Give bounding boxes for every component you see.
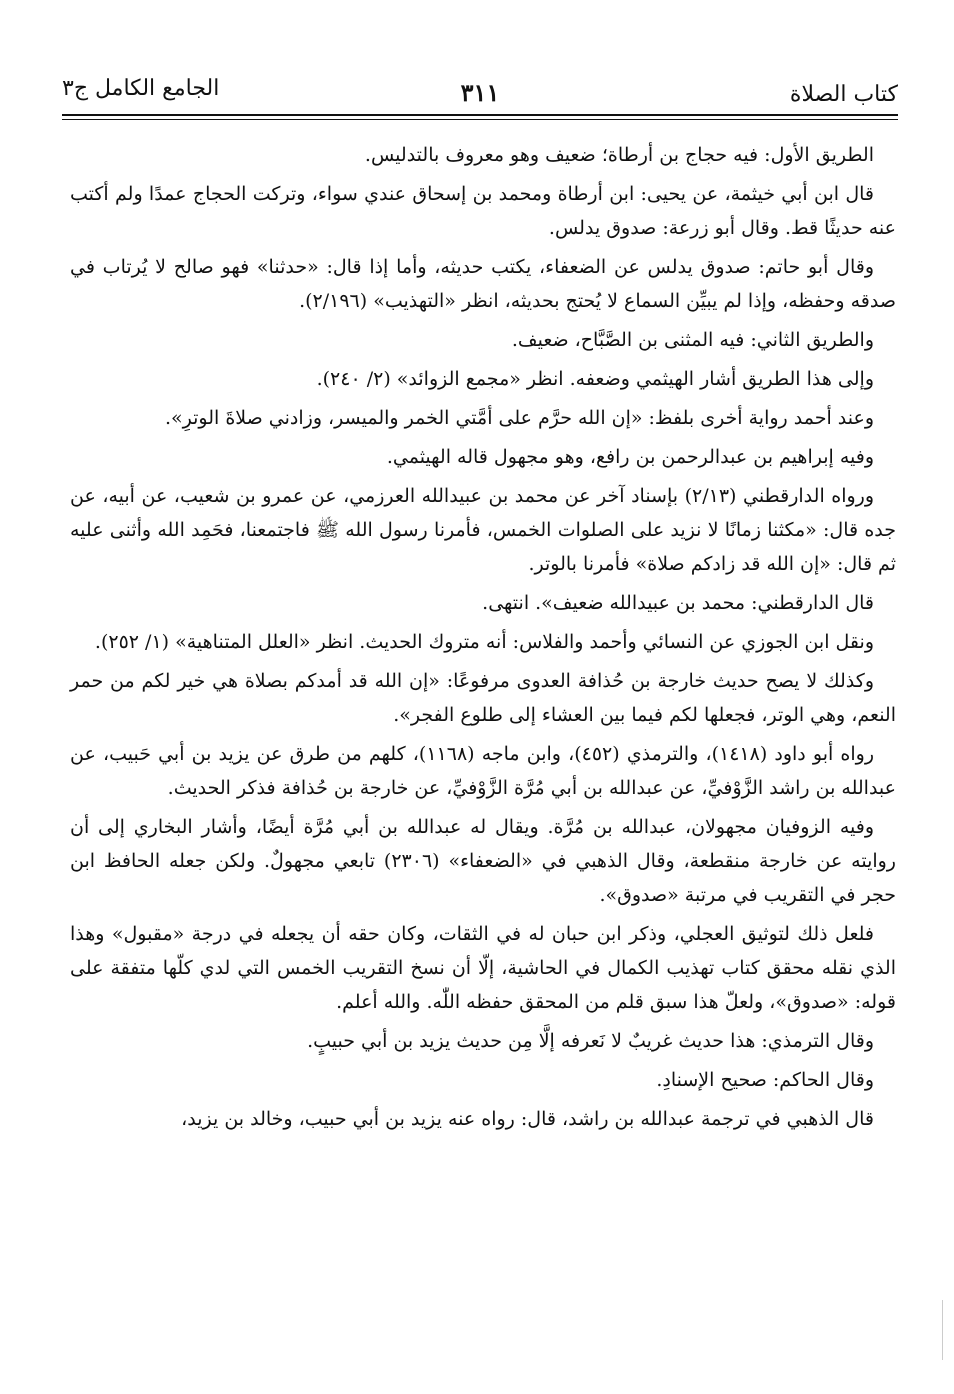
body-text [70,138,896,1141]
scan-edge-line [942,1300,943,1360]
paragraph: وقال الترمذي: هذا حديث غريبٌ لا نَعرفه إلَّا مِن حديث يزيد بن أبي حبيبٍ. [307,1030,874,1052]
header-rule-thick [62,114,898,116]
paragraph: فلعل ذلك لتوثيق العجلي، وذكر ابن حبان له في الثقات، وكان حقه أن يجعله في درجة «مقبول» وهذا الذي نقله محقق كتاب تهذيب الكمال في الحاشية، إلّا أن نسخ التقريب الخمس التي لدي كلّها متفقة على قوله: «صدوق»، ولعلّ هذا سبق قلم من المحقق حفظه اللّٰه. والله أعلم. [70,923,896,1013]
paragraph: وقال الحاكم: صحيح الإسنادِ. [656,1069,874,1091]
paragraph: قال الذهبي في ترجمة عبدالله بن راشد، قال: رواه عنه يزيد بن أبي حبيب، وخالد بن يزيد، [181,1108,874,1130]
chapter-title: كتاب الصلاة [789,82,898,107]
header-rule-thin [62,119,898,120]
paragraph: ونقل ابن الجوزي عن النسائي وأحمد والفلاس: أنه متروك الحديث. انظر «العلل المتناهية» (١/ ٢٥٢). [94,631,874,653]
paragraph: قال ابن أبي خيثمة، عن يحيى: ابن أرطاة ومحمد بن إسحاق عندي سواء، وتركت الحجاج عمدًا ولم أكتب عنه حديثًا قط. وقال أبو زرعة: صدوق يدلس. [70,183,896,239]
paragraph: وقال أبو حاتم: صدوق يدلس عن الضعفاء، يكتب حديثه، وأما إذا قال: «حدثنا» فهو صالح لا يُرتاب في صدقه وحفظه، وإذا لم يبيِّن السماع لا يُحتج بحديثه، انظر «التهذيب» (٢/١٩٦). [70,256,896,312]
paragraph: قال الدارقطني: محمد بن عبيدالله ضعيف». انتهى. [482,592,874,614]
paragraph: وإلى هذا الطريق أشار الهيثمي وضعفه. انظر «مجمع الزوائد» (٢/ ٢٤٠). [316,368,874,390]
paragraph: رواه أبو داود (١٤١٨)، والترمذي (٤٥٢)، وابن ماجه (١١٦٨)، كلهم من طرق عن يزيد بن أبي حَبيب، عن عبدالله بن راشد الزَّوْفيِّ، عن عبدالله بن أبي مُرَّة الزَّوْفيِّ، عن خارجة بن حُذافة فذكر الحديث. [70,743,896,799]
paragraph: وكذلك لا يصح حديث خارجة بن حُذافة العدوى مرفوعًا: «إن الله قد أمدكم بصلاة هي خير لكم من حمر النعم، وهي الوتر، فجعلها لكم فيما بين العشاء إلى طلوع الفجر». [70,670,896,726]
book-title: الجامع الكامل ج٣ [62,76,220,101]
paragraph: وفيه الزوفيان مجهولان، عبدالله بن مُرَّة. ويقال له عبدالله بن أبي مُرَّة أيضًا، وأشار البخاري إلى أن روايته عن خارجة منقطعة، وقال الذهبي في «الضعفاء» (٢٣٠٦) تابعي مجهولٌ. ولكن جعله الحافظ ابن حجر في التقريب في مرتبة «صدوق». [70,816,896,906]
page-number: ٣١١ [460,78,500,107]
paragraph: وعند أحمد رواية أخرى بلفظ: «إن الله حرَّم على أمَّتي الخمر والميسر، وزادني صلاةَ الوترِ». [164,407,874,429]
paragraph: ورواه الدارقطني (٢/١٣) بإسناد آخر عن محمد بن عبيدالله العرزمي، عن عمرو بن شعيب، عن أبيه، عن جده قال: «مكثنا زمانًا لا نزيد على الصلوات الخمس، فأمرنا رسول الله ﷺ فاجتمعنا، فحَمِد الله وأثنى عليه ثم قال: «إن الله قد زادكم صلاة» فأمرنا بالوتر. [70,485,896,575]
paragraph: الطريق الأول: فيه حجاج بن أرطاة؛ ضعيف وهو معروف بالتدليس. [364,144,874,166]
paragraph: والطريق الثاني: فيه المثنى بن الصَّبَّاح، ضعيف. [511,329,874,351]
running-header [62,70,898,114]
paragraph: وفيه إبراهيم بن عبدالرحمن بن رافع، وهو مجهول قاله الهيثمي. [386,446,874,468]
